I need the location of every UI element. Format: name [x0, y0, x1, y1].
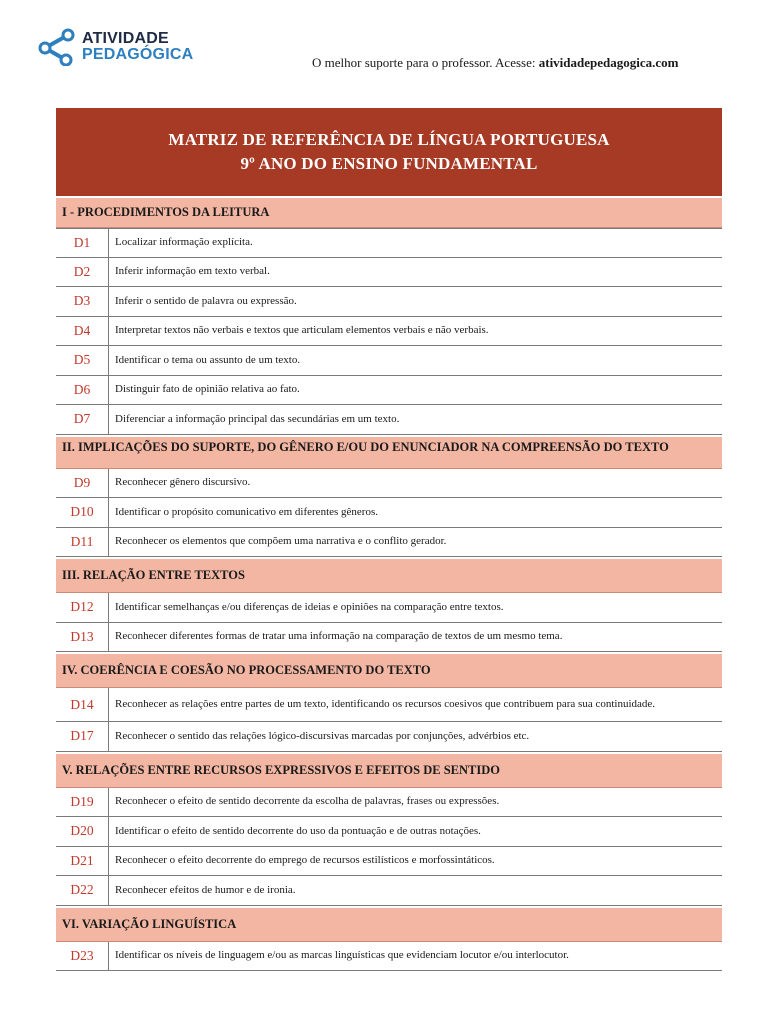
- table-row: [56, 405, 722, 435]
- site-link[interactable]: atividadepedagogica.com: [538, 55, 679, 70]
- descriptor-code: D7: [56, 405, 109, 434]
- descriptor-text: Identificar semelhanças e/ou diferenças de ideias e opiniões na comparação entre textos.: [115, 600, 504, 613]
- descriptor-code: D3: [56, 287, 109, 316]
- descriptor-code: D2: [56, 258, 109, 287]
- descriptor-text: Reconhecer efeitos de humor e de ironia.: [115, 883, 296, 896]
- reference-matrix: [56, 108, 722, 971]
- table-row: [56, 228, 722, 258]
- section-heading: IV. COERÊNCIA E COESÃO NO PROCESSAMENTO DO TEXTO: [56, 652, 722, 688]
- descriptor-text: Distinguir fato de opinião relativa ao fato.: [115, 383, 300, 396]
- descriptor-code: D19: [56, 788, 109, 817]
- descriptor-text: Reconhecer o efeito de sentido decorrente da escolha de palavras, frases ou expressões.: [115, 795, 500, 808]
- section-heading: V. RELAÇÕES ENTRE RECURSOS EXPRESSIVOS E EFEITOS DE SENTIDO: [56, 752, 722, 788]
- table-row: [56, 376, 722, 406]
- table-row: [56, 469, 722, 499]
- descriptor-code: D5: [56, 346, 109, 375]
- table-row: [56, 498, 722, 528]
- descriptor-code: D1: [56, 229, 109, 257]
- logo-line-2: PEDAGÓGICA: [82, 46, 194, 63]
- descriptor-code: D10: [56, 498, 109, 527]
- table-row: [56, 817, 722, 847]
- descriptor-text: Diferenciar a informação principal das secundárias em um texto.: [115, 412, 400, 425]
- tagline-text: O melhor suporte para o professor. Acesse:: [312, 55, 539, 70]
- descriptor-code: D6: [56, 376, 109, 405]
- document-subtitle: 9º ANO DO ENSINO FUNDAMENTAL: [240, 154, 538, 173]
- descriptor-text: Reconhecer o efeito decorrente do emprego de recursos estilísticos e morfossintáticos.: [115, 854, 495, 867]
- descriptor-text: Identificar o efeito de sentido decorrente do uso da pontuação e de outras notações.: [115, 824, 481, 837]
- descriptor-text: Interpretar textos não verbais e textos que articulam elementos verbais e não verbais.: [115, 324, 489, 337]
- brand-logo: [38, 28, 193, 66]
- descriptor-code: D21: [56, 847, 109, 876]
- descriptor-text: Reconhecer gênero discursivo.: [115, 476, 251, 489]
- table-row: [56, 847, 722, 877]
- table-row: [56, 722, 722, 752]
- descriptor-text: Identificar os níveis de linguagem e/ou as marcas linguísticas que evidenciam locutor e/ou interlocutor.: [115, 949, 569, 962]
- table-row: [56, 258, 722, 288]
- table-row: [56, 623, 722, 653]
- title-banner: [56, 108, 722, 196]
- table-row: [56, 528, 722, 558]
- section-heading: VI. VARIAÇÃO LINGUÍSTICA: [56, 906, 722, 942]
- descriptor-code: D12: [56, 593, 109, 622]
- descriptor-text: Inferir o sentido de palavra ou expressão.: [115, 294, 297, 307]
- descriptor-text: Reconhecer os elementos que compõem uma narrativa e o conflito gerador.: [115, 535, 447, 548]
- document-title: MATRIZ DE REFERÊNCIA DE LÍNGUA PORTUGUESA: [168, 130, 610, 149]
- table-row: [56, 346, 722, 376]
- descriptor-code: D20: [56, 817, 109, 846]
- descriptor-code: D22: [56, 876, 109, 905]
- descriptor-code: D17: [56, 722, 109, 751]
- descriptor-text: Reconhecer diferentes formas de tratar uma informação na comparação de textos de um mesmo tema.: [115, 630, 563, 643]
- table-row: [56, 317, 722, 347]
- descriptor-code: D13: [56, 623, 109, 652]
- table-row: [56, 688, 722, 722]
- section-heading: III. RELAÇÃO ENTRE TEXTOS: [56, 557, 722, 593]
- descriptor-text: Identificar o propósito comunicativo em diferentes gêneros.: [115, 505, 378, 518]
- descriptor-text: Inferir informação em texto verbal.: [115, 265, 270, 278]
- table-row: [56, 942, 722, 972]
- table-row: [56, 876, 722, 906]
- descriptor-code: D14: [56, 688, 109, 721]
- descriptor-text: Localizar informação explícita.: [115, 236, 253, 249]
- logo-line-1: ATIVIDADE: [82, 30, 169, 47]
- descriptor-code: D9: [56, 469, 109, 498]
- share-nodes-icon: [38, 28, 76, 66]
- descriptor-text: Reconhecer as relações entre partes de um texto, identificando os recursos coesivos que contribuem para sua continuidade.: [115, 698, 656, 710]
- table-row: [56, 788, 722, 818]
- descriptor-code: D11: [56, 528, 109, 557]
- descriptor-code: D23: [56, 942, 109, 971]
- tagline: [312, 55, 678, 71]
- section-heading: II. IMPLICAÇÕES DO SUPORTE, DO GÊNERO E/OU DO ENUNCIADOR NA COMPREENSÃO DO TEXTO: [56, 435, 722, 469]
- table-row: [56, 593, 722, 623]
- descriptor-code: D4: [56, 317, 109, 346]
- table-row: [56, 287, 722, 317]
- descriptor-text: Identificar o tema ou assunto de um texto.: [115, 353, 301, 366]
- section-heading: I - PROCEDIMENTOS DA LEITURA: [56, 196, 722, 228]
- descriptor-text: Reconhecer o sentido das relações lógico-discursivas marcadas por conjunções, advérbios etc.: [115, 729, 530, 742]
